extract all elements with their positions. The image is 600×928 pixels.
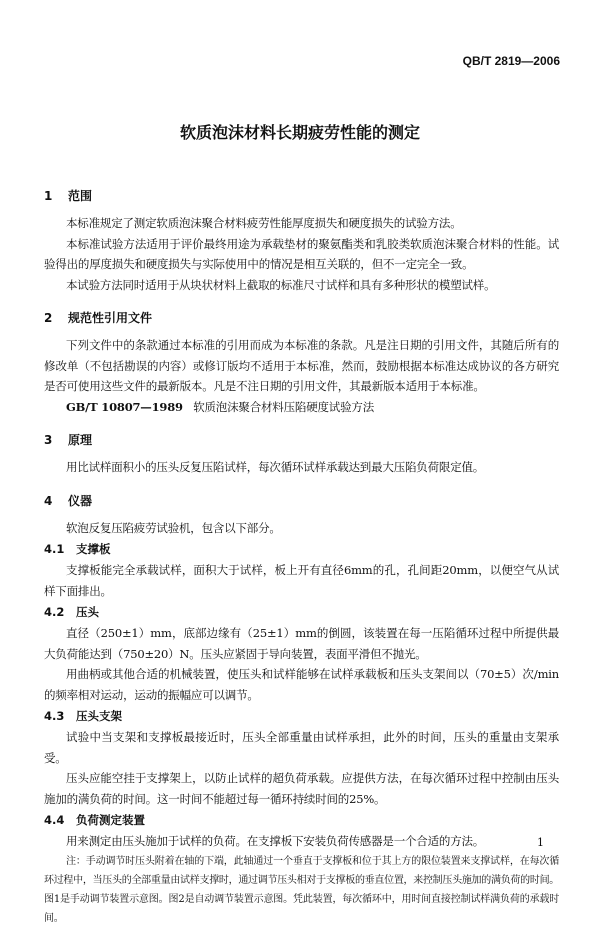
section-number: 2 xyxy=(44,311,53,325)
section-title: 规范性引用文件 xyxy=(68,311,153,325)
subsection-number: 4.4 xyxy=(44,813,65,827)
subsection-number: 4.1 xyxy=(44,542,65,556)
section-title: 原理 xyxy=(68,433,93,447)
subsection-title: 压头支架 xyxy=(76,709,122,723)
subsection-4-1-heading xyxy=(44,538,559,560)
section-1-heading xyxy=(44,185,559,207)
paragraph: 本标准规定了测定软质泡沫聚合材料疲劳性能厚度损失和硬度损失的试验方法。 xyxy=(66,216,462,230)
reference-title: 软质泡沫聚合材料压陷硬度试验方法 xyxy=(193,399,375,414)
reference-code: GB/T 10807—1989 xyxy=(66,399,183,414)
subsection-4-3-heading xyxy=(44,705,559,727)
subsection-4-2-heading xyxy=(44,601,559,623)
paragraph: 用曲柄或其他合适的机械装置，使压头和试样能够在试样承载板和压头支架间以（70±5）次/min的频率相对运动，运动的振幅应可以调节。 xyxy=(44,667,559,702)
section-title: 仪器 xyxy=(68,493,93,508)
subsection-number: 4.2 xyxy=(44,605,65,619)
paragraph: 支撑板能完全承载试样，面积大于试样，板上开有直径6mm的孔，孔间距20mm，以便空气从试样下面排出。 xyxy=(44,563,559,598)
paragraph: 软泡反复压陷疲劳试验机，包含以下部分。 xyxy=(66,520,281,535)
paragraph: 下列文件中的条款通过本标准的引用而成为本标准的条款。凡是注日期的引用文件，其随后所有的修改单（不包括勘误的内容）或修订版均不适用于本标准，然而，鼓励根据本标准达成协议的各方研究是否可使用这些文件的最新版本。凡是不注日期的引用文件，其最新版本适用于本标准。 xyxy=(44,338,559,393)
page-number: 1 xyxy=(537,836,544,849)
section-number: 1 xyxy=(44,189,53,203)
section-number: 4 xyxy=(44,493,53,508)
subsection-title: 支撑板 xyxy=(76,542,111,556)
paragraph: 用来测定由压头施加于试样的负荷。在支撑板下安装负荷传感器是一个合适的方法。 xyxy=(66,834,485,848)
section-2-heading xyxy=(44,307,559,329)
note: 注：手动调节时压头附着在轴的下端，此轴通过一个垂直于支撑板和位于其上方的限位装置来支撑试样，在每次循环过程中，当压头的全部重量由试样支撑时，通过调节压头相对于支撑板的垂直位置，来控制压头施加的满负荷的时间。图1是手动调节装置示意图。图2是自动调节装置示意图。凭此装置，每次循环中，用时间直接控制试样满负荷的承载时间。 xyxy=(44,855,559,924)
normative-reference xyxy=(44,397,559,418)
document-title: 软质泡沫材料长期疲劳性能的测定 xyxy=(179,123,420,142)
standard-code: QB/T 2819—2006 xyxy=(462,54,560,68)
section-4-heading xyxy=(44,490,559,512)
subsection-4-4-heading xyxy=(44,809,559,831)
section-number: 3 xyxy=(44,433,53,447)
subsection-title: 负荷测定装置 xyxy=(76,813,145,827)
paragraph: 本试验方法同时适用于从块状材料上截取的标准尺寸试样和具有多种形状的模塑试样。 xyxy=(66,277,496,292)
section-3-heading xyxy=(44,429,559,451)
subsection-number: 4.3 xyxy=(44,709,65,723)
paragraph: 直径（250±1）mm，底部边缘有（25±1）mm的倒圆，该装置在每一压陷循环过程中所提供最大负荷能达到（750±20）N。压头应紧固于导向装置，表面平滑但不抛光。 xyxy=(44,626,559,661)
paragraph: 试验中当支架和支撑板最接近时，压头全部重量由试样承担，此外的时间，压头的重量由支架承受。 xyxy=(44,730,559,765)
paragraph: 本标准试验方法适用于评价最终用途为承载垫材的聚氨酯类和乳胶类软质泡沫聚合材料的性能。试验得出的厚度损失和硬度损失与实际使用中的情况是相互关联的，但不一定完全一致。 xyxy=(44,236,559,271)
document-body xyxy=(44,185,559,928)
paragraph: 压头应能空挂于支撑架上，以防止试样的超负荷承载。应提供方法，在每次循环过程中控制由压头施加的满负荷的时间。这一时间不能超过每一循环持续时间的25%。 xyxy=(44,771,559,806)
section-title: 范围 xyxy=(68,189,93,203)
subsection-title: 压头 xyxy=(76,605,99,619)
paragraph: 用比试样面积小的压头反复压陷试样，每次循环试样承载达到最大压陷负荷限定值。 xyxy=(66,460,485,474)
